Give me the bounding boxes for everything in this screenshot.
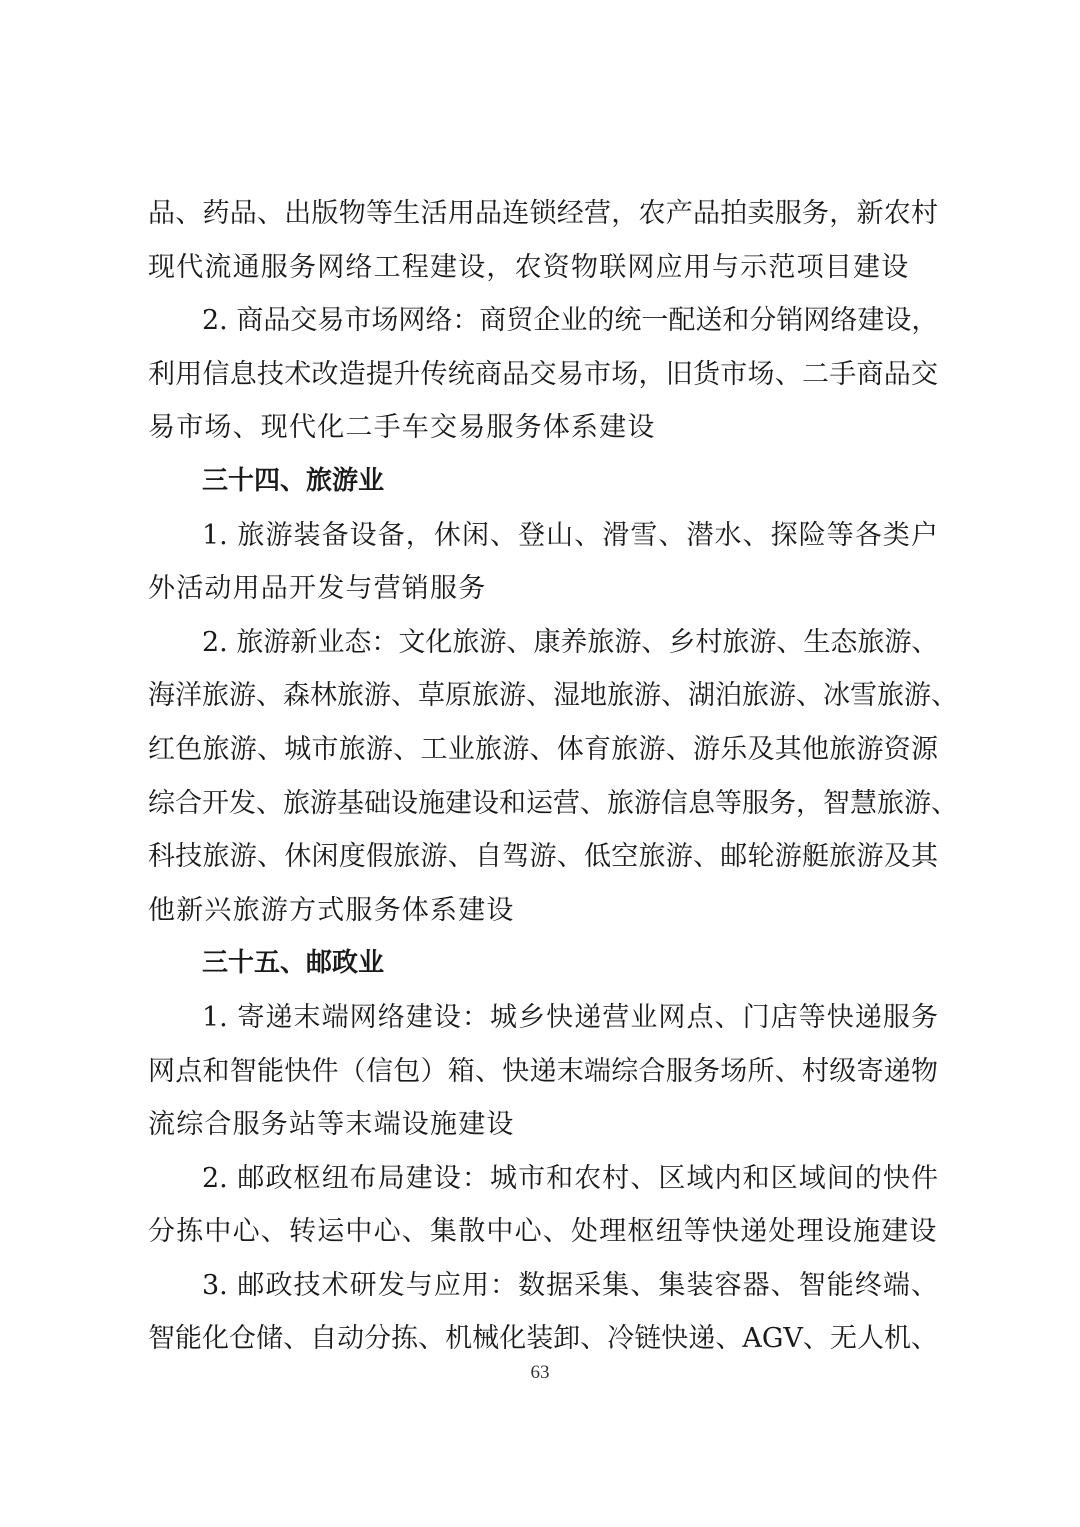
paragraph-line: 海洋旅游、森林旅游、草原旅游、湿地旅游、湖泊旅游、冰雪旅游、 <box>148 680 958 712</box>
paragraph-line: 外活动用品开发与营销服务 <box>148 573 487 605</box>
paragraph-line: 流综合服务站等末端设施建设 <box>148 1109 515 1141</box>
paragraph-line: 现代流通服务网络工程建设，农资物联网应用与示范项目建设 <box>148 251 910 283</box>
paragraph-line: 科技旅游、休闲度假旅游、自驾游、低空旅游、邮轮游艇旅游及其 <box>148 841 938 873</box>
paragraph-line: 利用信息技术改造提升传统商品交易市场，旧货市场、二手商品交 <box>148 358 938 390</box>
paragraph-line: 3. 邮政技术研发与应用：数据采集、集装容器、智能终端、 <box>202 1269 938 1301</box>
paragraph-line: 2. 商品交易市场网络：商贸企业的统一配送和分销网络建设， <box>202 305 939 337</box>
section-heading: 三十五、邮政业 <box>202 948 385 979</box>
paragraph-line: 智能化仓储、自动分拣、机械化装卸、冷链快递、AGV、无人机、 <box>148 1323 938 1355</box>
paragraph-line: 网点和智能快件（信包）箱、快递末端综合服务场所、村级寄递物 <box>148 1055 938 1087</box>
page-number: 63 <box>530 1362 550 1383</box>
section-heading: 三十四、旅游业 <box>202 465 385 496</box>
paragraph-line: 2. 邮政枢纽布局建设：城市和农村、区域内和区域间的快件 <box>202 1162 938 1194</box>
paragraph-line: 他新兴旅游方式服务体系建设 <box>148 894 515 926</box>
paragraph-line: 红色旅游、城市旅游、工业旅游、体育旅游、游乐及其他旅游资源 <box>148 733 938 765</box>
paragraph-line: 分拣中心、转运中心、集散中心、处理枢纽等快递处理设施建设 <box>148 1216 938 1248</box>
paragraph-line: 品、药品、出版物等生活用品连锁经营，农产品拍卖服务，新农村 <box>148 198 938 229</box>
paragraph-line: 1. 寄递末端网络建设：城乡快递营业网点、门店等快递服务 <box>202 1001 938 1033</box>
body-text <box>148 187 958 1366</box>
paragraph-line: 易市场、现代化二手车交易服务体系建设 <box>148 412 656 444</box>
paragraph-line: 1. 旅游装备设备，休闲、登山、滑雪、潜水、探险等各类户 <box>202 519 938 551</box>
paragraph-line: 2. 旅游新业态：文化旅游、康养旅游、乡村旅游、生态旅游、 <box>202 626 939 658</box>
paragraph-line: 综合开发、旅游基础设施建设和运营、旅游信息等服务，智慧旅游、 <box>148 787 958 819</box>
